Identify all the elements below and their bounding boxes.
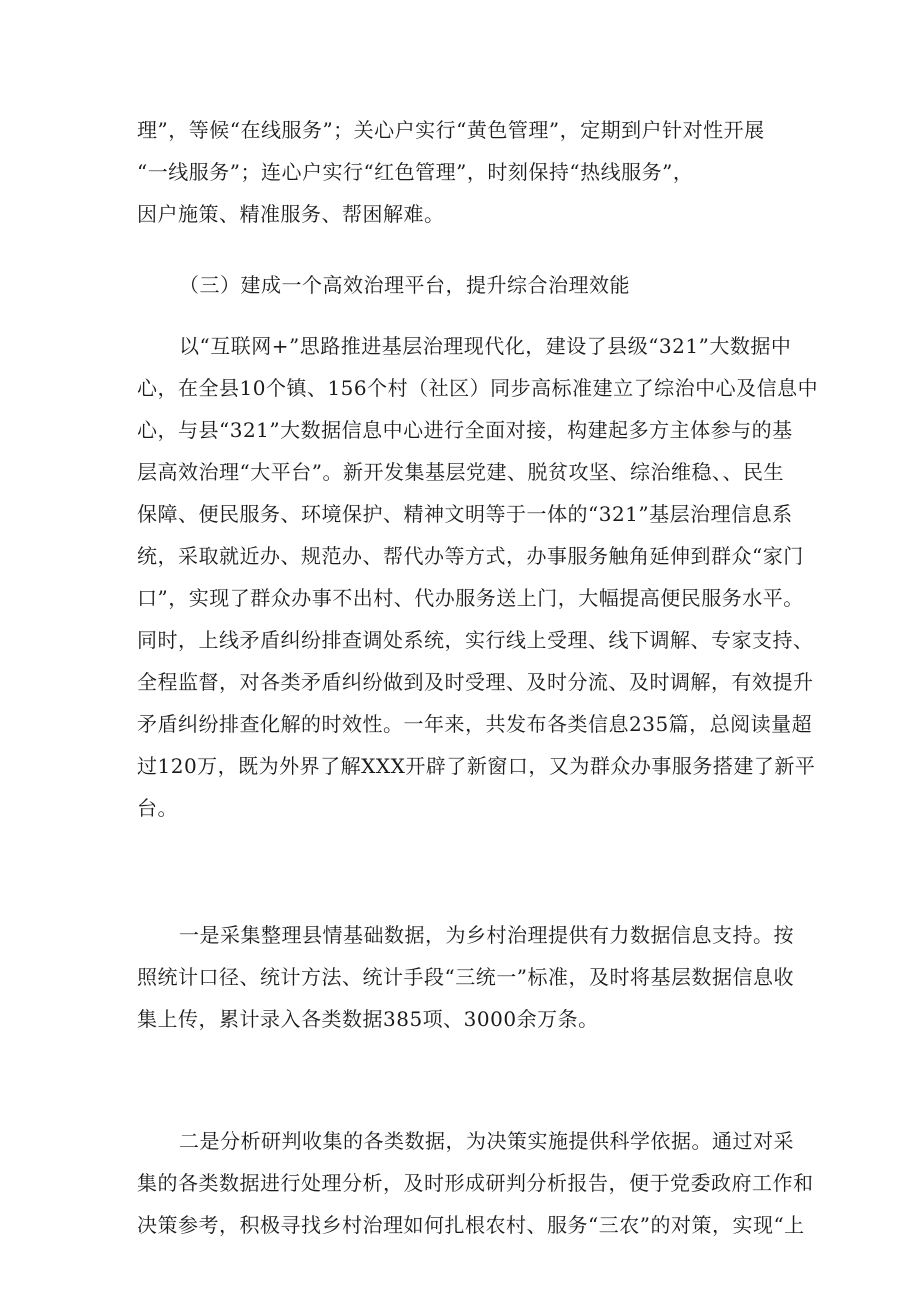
section-heading (137, 264, 793, 306)
paragraph-3 (137, 914, 793, 1040)
paragraph-1-line: “一线服务”；连心户实行“红色管理”，时刻保持“热线服务”， (137, 160, 694, 184)
section-heading-text: （三）建成一个高效治理平台，提升综合治理效能 (179, 273, 630, 297)
paragraph-2-line: 同时，上线矛盾纠纷排查调处系统，实行线上受理、线下调解、专家支持、 (137, 628, 814, 652)
paragraph-2 (137, 325, 819, 829)
paragraph-2-line: 保障、便民服务、环境保护、精神文明等于一体的“321”基层治理信息系 (137, 502, 793, 526)
paragraph-3-line: 一是采集整理县情基础数据，为乡村治理提供有力数据信息支持。按 (179, 923, 794, 947)
paragraph-3-line: 照统计口径、统计方法、统计手段“三统一”标准，及时将基层数据信息收 (137, 965, 794, 989)
paragraph-2-line: 以“互联网+”思路推进基层治理现代化，建设了县级“321”大数据中 (179, 334, 792, 358)
paragraph-2-line: 心，在全县10个镇、156个村（社区）同步高标准建立了综治中心及信息中 (137, 376, 819, 400)
paragraph-1-line: 因户施策、精准服务、帮困解难。 (137, 202, 445, 226)
paragraph-2-line: 口”，实现了群众办事不出村、代办服务送上门，大幅提高便民服务水平。 (137, 586, 804, 610)
paragraph-4-line: 集的各类数据进行处理分析，及时形成研判分析报告，便于党委政府工作和 (137, 1171, 814, 1195)
paragraph-1-line: 理”，等候“在线服务”；关心户实行“黄色管理”，定期到户针对性开展 (137, 118, 765, 142)
paragraph-2-line: 统，采取就近办、规范办、帮代办等方式，办事服务触角延伸到群众“家门 (137, 544, 804, 568)
paragraph-2-line: 层高效治理“大平台”。新开发集基层党建、脱贫攻坚、综治维稳、、民生 (137, 460, 784, 484)
paragraph-1 (137, 109, 793, 235)
paragraph-4 (137, 1120, 814, 1246)
paragraph-2-line: 全程监督，对各类矛盾纠纷做到及时受理、及时分流、及时调解，有效提升 (137, 670, 814, 694)
paragraph-2-line: 矛盾纠纷排查化解的时效性。一年来，共发布各类信息235篇，总阅读量超 (137, 712, 813, 736)
paragraph-4-line: 决策参考，积极寻找乡村治理如何扎根农村、服务“三农”的对策，实现“上 (137, 1213, 805, 1237)
paragraph-2-line: 心，与县“321”大数据信息中心进行全面对接，构建起多方主体参与的基 (137, 418, 793, 442)
paragraph-3-line: 集上传，累计录入各类数据385项、3000余万条。 (137, 1007, 599, 1031)
paragraph-2-line: 台。 (137, 796, 178, 820)
paragraph-2-line: 过120万，既为外界了解XXX开辟了新窗口，又为群众办事服务搭建了新平 (137, 754, 816, 778)
paragraph-4-line: 二是分析研判收集的各类数据，为决策实施提供科学依据。通过对采 (179, 1129, 794, 1153)
